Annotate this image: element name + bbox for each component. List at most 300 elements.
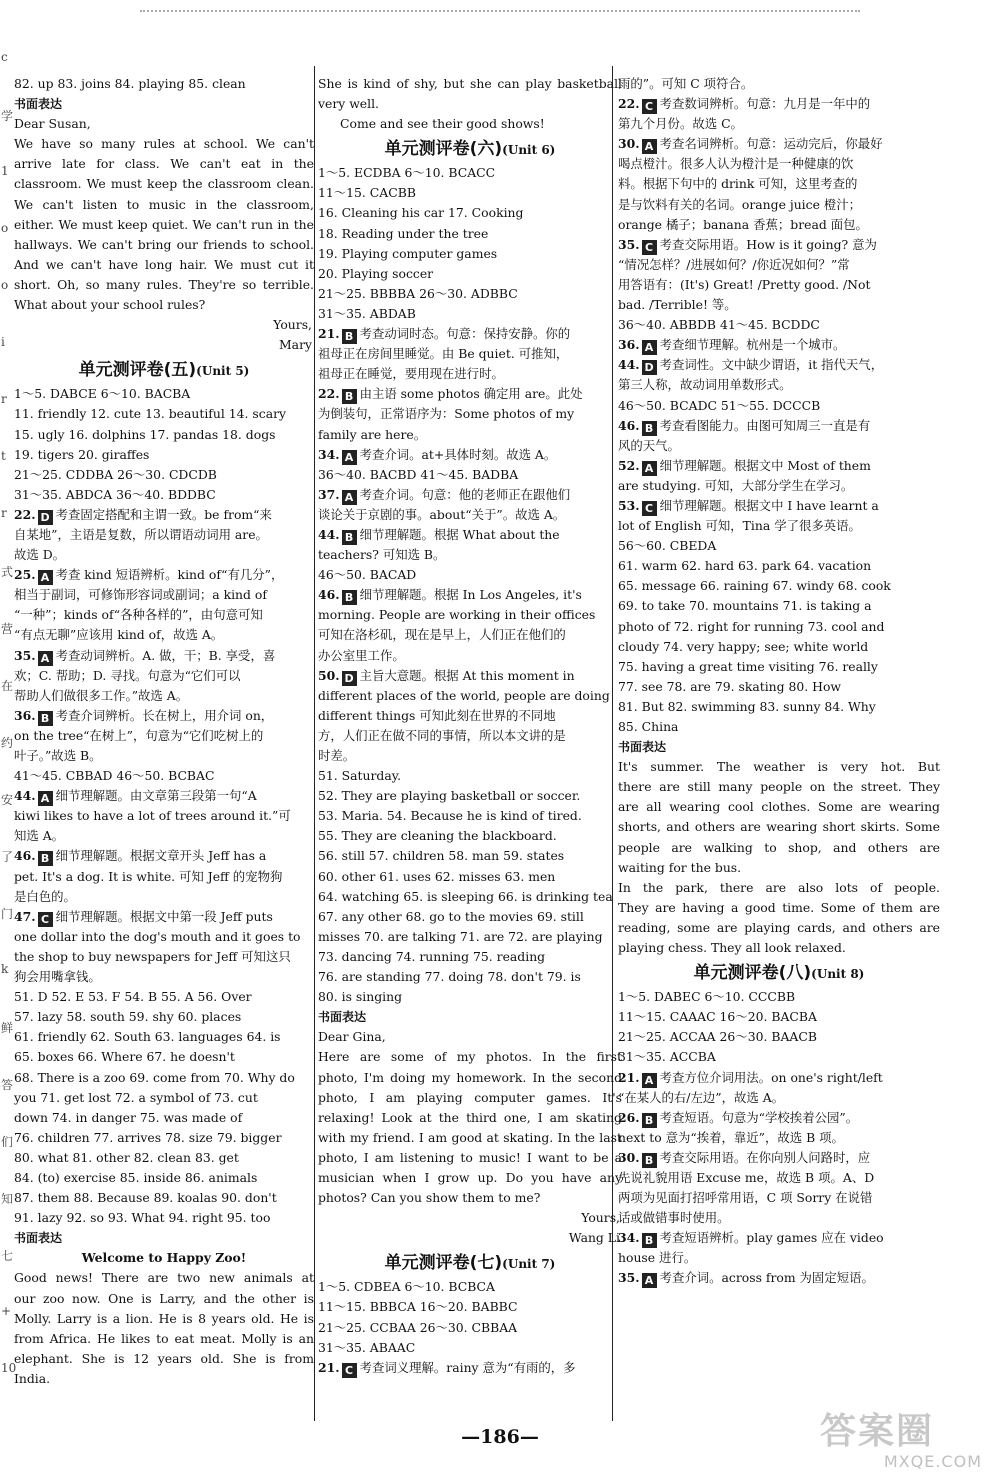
question-number: 35. bbox=[618, 236, 640, 252]
essay-line: arrive late for class. We can't eat in the bbox=[14, 156, 314, 172]
answer-line: 76. children 77. arrives 78. size 79. bigger bbox=[14, 1129, 282, 1145]
answer-line: 67. any other 68. go to the movies 69. still bbox=[318, 908, 584, 924]
essay-line: shorts, and others are wearing short skirts. Some bbox=[618, 819, 940, 835]
margin-fragment: 营 bbox=[1, 622, 14, 636]
question-number: 36. bbox=[618, 337, 640, 353]
essay-line: with my friend. I am good at skating. In the last bbox=[318, 1129, 622, 1145]
explanation-text: 细节理解题。根据文中 I have learnt a bbox=[659, 497, 879, 513]
explanation-line bbox=[618, 1228, 940, 1248]
answer-badge: D bbox=[642, 360, 657, 375]
answer-line: teachers? 可知选 B。 bbox=[318, 547, 446, 563]
explanation-line bbox=[618, 1068, 940, 1088]
explanation-line bbox=[618, 335, 940, 355]
answer-line: 欢；C. 帮助；D. 寻找。句意为“它们可以 bbox=[14, 667, 241, 683]
answer-line: 祖母正在睡觉，要用现在进行时。 bbox=[318, 366, 504, 382]
explanation-line bbox=[618, 235, 940, 255]
essay-line: And we can't have long hair. We must cut it bbox=[14, 256, 314, 272]
answer-line: 11～15. CAAAC 16～20. BACBA bbox=[618, 1009, 817, 1025]
answer-line: 69. to take 70. mountains 71. is taking a bbox=[618, 598, 872, 614]
question-number: 35. bbox=[618, 1270, 640, 1286]
answer-line: 52. They are playing basketball or soccer. bbox=[318, 788, 581, 804]
section-unit-label: (Unit 8) bbox=[811, 967, 865, 982]
question-number: 25. bbox=[14, 567, 36, 583]
explanation-text: 考查名词辨析。句意：运动完后，你最好 bbox=[659, 136, 883, 152]
explanation-line bbox=[14, 786, 314, 806]
answer-line: 办公室里工作。 bbox=[318, 647, 405, 663]
answer-line: 46～50. BACAD bbox=[318, 567, 417, 583]
page-number: —186— bbox=[461, 1426, 539, 1448]
margin-fragment: 答 bbox=[1, 1078, 14, 1092]
answer-badge: B bbox=[342, 329, 357, 344]
top-scan-edge bbox=[140, 0, 860, 12]
question-number: 34. bbox=[618, 1230, 640, 1246]
margin-fragment: o bbox=[1, 278, 9, 292]
margin-fragment: 门 bbox=[1, 907, 14, 921]
section-title bbox=[14, 357, 314, 384]
answer-line: cloudy 74. very happy; see; white world bbox=[618, 638, 869, 654]
explanation-line bbox=[618, 1108, 940, 1128]
explanation-line bbox=[318, 666, 622, 686]
explanation-text: 考查交际用语。在你向别人问路时，应 bbox=[659, 1149, 871, 1165]
answer-line: 65. message 66. raining 67. windy 68. cook bbox=[618, 578, 891, 594]
explanation-text: 细节理解题。根据文中第一段 Jeff puts bbox=[55, 908, 273, 924]
section-unit-label: (Unit 6) bbox=[502, 143, 556, 158]
column-divider bbox=[314, 66, 315, 1421]
answer-line: family are here。 bbox=[318, 426, 427, 442]
essay-line: reading, some are playing cards, and others are bbox=[618, 919, 940, 935]
answer-badge: B bbox=[642, 1153, 657, 1168]
answer-line: 可知在洛杉矶，现在是早上，人们正在他们的 bbox=[318, 627, 566, 643]
explanation-text: 考查方位介词用法。on one's right/left bbox=[659, 1069, 883, 1085]
answer-column-1 bbox=[14, 74, 314, 1386]
answer-line: 用答语有：(It's) Great! /Pretty good. /Not bbox=[618, 276, 871, 292]
essay-line: photo, I am listening to music! I want to be a bbox=[318, 1149, 622, 1165]
answer-line: 祖母正在房间里睡觉。由 Be quiet. 可推知， bbox=[318, 346, 569, 362]
left-margin-fragments bbox=[0, 40, 17, 1430]
answer-line: 36～40. ABBDB 41～45. BCDDC bbox=[618, 317, 820, 333]
answer-line: 两项为见面打招呼常用语，C 项 Sorry 在说错 bbox=[618, 1190, 873, 1206]
answer-line: pet. It's a dog. It is white. 可知 Jeff 的宠物狗 bbox=[14, 868, 283, 884]
essay-line: are all wearing cool clothes. Some are wearing bbox=[618, 799, 940, 815]
answer-line: kiwi likes to have a lot of trees around it.”可 bbox=[14, 808, 291, 824]
explanation-line bbox=[318, 525, 622, 545]
explanation-text: 考查介词。at+具体时刻。故选 A。 bbox=[359, 446, 557, 462]
answer-line: 知选 A。 bbox=[14, 828, 65, 844]
explanation-text: 考查看图能力。由图可知周三一直是有 bbox=[659, 417, 871, 433]
answer-line: 53. Maria. 54. Because he is kind of tired. bbox=[318, 808, 582, 824]
answer-line: 话或做错事时使用。 bbox=[618, 1210, 730, 1226]
answer-line: 36～40. BACBD 41～45. BADBA bbox=[318, 466, 519, 482]
margin-fragment: c bbox=[1, 50, 8, 64]
explanation-text: 考查交际用语。How is it going? 意为 bbox=[659, 236, 877, 252]
answer-line: 第九个月份。故选 C。 bbox=[618, 116, 743, 132]
answer-badge: C bbox=[642, 501, 657, 516]
explanation-text: 主旨大意题。根据 At this moment in bbox=[359, 667, 575, 683]
answer-badge: C bbox=[642, 99, 657, 114]
answer-line: 81. But 82. swimming 83. sunny 84. Why bbox=[618, 698, 876, 714]
answer-line: different things 可知此刻在世界的不同地 bbox=[318, 707, 556, 723]
answer-line: “情况怎样？/进展如何？/你近况如何？”常 bbox=[618, 256, 850, 272]
margin-fragment: 安 bbox=[1, 793, 14, 807]
explanation-line bbox=[618, 134, 940, 154]
answer-line: “有点无聊”应该用 kind of，故选 A。 bbox=[14, 627, 224, 643]
essay-line: It's summer. The weather is very hot. But bbox=[618, 759, 940, 775]
answer-badge: A bbox=[38, 651, 53, 666]
essay-line: people are walking to shop, and others are bbox=[618, 839, 940, 855]
answer-badge: A bbox=[642, 1273, 657, 1288]
explanation-text: 细节理解题。根据 In Los Angeles, it's bbox=[359, 587, 582, 603]
margin-fragment: o bbox=[1, 221, 9, 235]
answer-line: different places of the world, people are doing bbox=[318, 687, 610, 703]
margin-fragment: 学 bbox=[1, 109, 14, 123]
explanation-line bbox=[14, 907, 314, 927]
answer-line: orange 橘子；banana 香蕉；bread 面包。 bbox=[618, 216, 868, 232]
explanation-text: 考查数词辨析。句意：九月是一年中的 bbox=[659, 96, 871, 112]
question-number: 44. bbox=[14, 788, 36, 804]
question-number: 30. bbox=[618, 136, 640, 152]
answer-line: 56～60. CBEDA bbox=[618, 538, 717, 554]
essay-line: classroom. We must keep the classroom clean. bbox=[14, 176, 314, 192]
answer-line: 65. boxes 66. Where 67. he doesn't bbox=[14, 1049, 235, 1065]
answer-line: 帮助人们做很多工作。”故选 A。 bbox=[14, 687, 189, 703]
letter-signoff: Yours, bbox=[273, 317, 312, 333]
margin-fragment: r bbox=[1, 392, 7, 406]
answer-line: 60. other 61. uses 62. misses 63. men bbox=[318, 868, 556, 884]
essay-line: Good news! There are two new animals at bbox=[14, 1270, 314, 1286]
question-number: 22. bbox=[318, 386, 340, 402]
answer-line: 64. watching 65. is sleeping 66. is drinking tea bbox=[318, 888, 613, 904]
answer-line: photo of 72. right for running 73. cool and bbox=[618, 618, 885, 634]
answer-line: bad. /Terrible! 等。 bbox=[618, 297, 737, 313]
answer-line: on the tree“在树上”，句意为“它们吃树上的 bbox=[14, 727, 264, 743]
answer-line: 41～45. CBBAD 46～50. BCBAC bbox=[14, 768, 215, 784]
question-number: 30. bbox=[618, 1149, 640, 1165]
explanation-text: 细节理解题。根据文章开头 Jeff has a bbox=[55, 848, 267, 864]
answer-badge: C bbox=[342, 1363, 357, 1378]
essay-line: our zoo now. One is Larry, and the other is bbox=[14, 1290, 314, 1306]
explanation-line bbox=[618, 94, 940, 114]
essay-line: relaxing! Look at the third one, I am skating bbox=[318, 1109, 622, 1125]
answer-line: 11. friendly 12. cute 13. beautiful 14. scary bbox=[14, 406, 287, 422]
essay-line: from Africa. He likes to eat meat. Molly is an bbox=[14, 1330, 314, 1346]
margin-fragment: 们 bbox=[1, 1135, 14, 1149]
answer-line: morning. People are working in their offices bbox=[318, 607, 596, 623]
answer-badge: B bbox=[342, 590, 357, 605]
answer-line: you 71. get lost 72. a symbol of 73. cut bbox=[14, 1089, 258, 1105]
answer-line: 85. China bbox=[618, 719, 679, 734]
explanation-text: 考查介词。across from 为固定短语。 bbox=[659, 1270, 874, 1286]
answer-line: 80. is singing bbox=[318, 989, 403, 1005]
explanation-text: 考查动词时态。句意：保持安静。你的 bbox=[359, 326, 571, 342]
answer-badge: A bbox=[342, 490, 357, 505]
answer-line: misses 70. are talking 71. are 72. are playing bbox=[318, 928, 603, 944]
essay-line: elephant. She is 12 years old. She is from India. bbox=[14, 1350, 314, 1386]
answer-line: very well. bbox=[318, 96, 379, 112]
answer-column-2 bbox=[318, 74, 622, 1378]
answer-line: 73. dancing 74. running 75. reading bbox=[318, 948, 546, 964]
essay-line: photo, I am playing computer games. It's bbox=[318, 1089, 622, 1105]
section-title-text: 单元测评卷(八) bbox=[693, 963, 812, 984]
answer-line: 46～50. BCADC 51～55. DCCCB bbox=[618, 397, 821, 413]
answer-line: 76. are standing 77. doing 78. don't 79. is bbox=[318, 969, 581, 985]
section-unit-label: (Unit 5) bbox=[196, 364, 250, 379]
margin-fragment: 知 bbox=[1, 1192, 14, 1206]
question-number: 50. bbox=[318, 667, 340, 683]
explanation-line bbox=[14, 565, 314, 585]
essay-line: In the park, there are also lots of people. bbox=[618, 879, 940, 895]
explanation-line bbox=[318, 1358, 622, 1378]
answer-badge: A bbox=[642, 139, 657, 154]
explanation-line bbox=[14, 846, 314, 866]
answer-line: 19. tigers 20. giraffes bbox=[14, 446, 150, 462]
answer-line: waiting for the bus. bbox=[618, 859, 742, 875]
answer-line: down 74. in danger 75. was made of bbox=[14, 1109, 243, 1125]
explanation-line bbox=[318, 445, 622, 465]
answer-line: 82. up 83. joins 84. playing 85. clean bbox=[14, 76, 246, 91]
answer-line: 先说礼貌用语 Excuse me，故选 B 项。A、D bbox=[618, 1169, 875, 1185]
answer-line: house 进行。 bbox=[618, 1250, 697, 1266]
answer-badge: A bbox=[38, 791, 53, 806]
margin-fragment: + bbox=[1, 1304, 12, 1318]
margin-fragment: 式 bbox=[1, 565, 14, 579]
explanation-line bbox=[618, 1268, 940, 1288]
question-number: 47. bbox=[14, 908, 36, 924]
explanation-line bbox=[14, 646, 314, 666]
answer-line: 故选 D。 bbox=[14, 547, 66, 563]
question-number: 21. bbox=[318, 1359, 340, 1375]
essay-line: We have so many rules at school. We can't bbox=[14, 136, 314, 152]
explanation-line bbox=[318, 485, 622, 505]
question-number: 44. bbox=[618, 357, 640, 373]
answer-line: 11～15. CACBB bbox=[318, 185, 416, 201]
question-number: 21. bbox=[618, 1069, 640, 1085]
answer-line: 15. ugly 16. dolphins 17. pandas 18. dogs bbox=[14, 426, 276, 442]
margin-fragment: 了 bbox=[1, 850, 14, 864]
answer-line: 时差。 bbox=[318, 748, 356, 763]
explanation-line bbox=[318, 324, 622, 344]
answer-line: 相当于副词，可修饰形容词或副词；a kind of bbox=[14, 587, 267, 603]
answer-line: 75. having a great time visiting 76. really bbox=[618, 658, 878, 674]
answer-line: 21～25. ACCAA 26～30. BAACB bbox=[618, 1029, 817, 1045]
answer-line: 84. (to) exercise 85. inside 86. animals bbox=[14, 1169, 258, 1185]
explanation-line bbox=[618, 1148, 940, 1168]
explanation-line bbox=[618, 456, 940, 476]
answer-line: 1～5. DABCE 6～10. BACBA bbox=[14, 386, 191, 402]
answer-badge: B bbox=[342, 389, 357, 404]
answer-line: 91. lazy 92. so 93. What 94. right 95. too bbox=[14, 1210, 271, 1226]
explanation-line bbox=[618, 496, 940, 516]
answer-line: 20. Playing soccer bbox=[318, 265, 434, 281]
question-number: 46. bbox=[618, 417, 640, 433]
answer-line: 为倒装句，正常语序为：Some photos of my bbox=[318, 406, 575, 422]
question-number: 26. bbox=[618, 1109, 640, 1125]
question-number: 37. bbox=[318, 486, 340, 502]
essay-line: We can't listen to music in the classroom, bbox=[14, 196, 314, 212]
writing-heading: 书面表达 bbox=[318, 1010, 367, 1025]
watermark-logo-text: 答案圈 bbox=[820, 1411, 935, 1452]
explanation-line bbox=[318, 384, 622, 404]
answer-line: 1～5. CDBEA 6～10. BCBCA bbox=[318, 1279, 495, 1295]
answer-badge: D bbox=[38, 510, 53, 525]
answer-line: 雨的”。可知 C 项符合。 bbox=[618, 76, 754, 91]
answer-line: 51. Saturday. bbox=[318, 768, 402, 784]
answer-line: 77. see 78. are 79. skating 80. How bbox=[618, 678, 842, 694]
explanation-text: 考查动词辨析。A. 做，干；B. 享受，喜 bbox=[55, 647, 276, 663]
watermark-url: MXQE.COM bbox=[883, 1452, 982, 1471]
answer-badge: D bbox=[342, 671, 357, 686]
section-title-text: 单元测评卷(五) bbox=[78, 360, 197, 381]
answer-line: 51. D 52. E 53. F 54. B 55. A 56. Over bbox=[14, 989, 252, 1005]
question-number: 22. bbox=[618, 96, 640, 112]
watermark-logo bbox=[820, 1412, 990, 1474]
answer-line: are studying. 可知，大部分学生在学习。 bbox=[618, 477, 854, 493]
question-number: 35. bbox=[14, 647, 36, 663]
answer-line: 21～25. BBBBA 26～30. ADBBC bbox=[318, 285, 518, 301]
answer-line: 18. Reading under the tree bbox=[318, 225, 489, 241]
answer-line: 68. There is a zoo 69. come from 70. Why do bbox=[14, 1069, 295, 1085]
section-title bbox=[318, 136, 622, 163]
margin-fragment: 鲜 bbox=[1, 1021, 14, 1035]
margin-fragment: 七 bbox=[1, 1249, 14, 1263]
answer-line: What about your school rules? bbox=[14, 297, 206, 313]
explanation-text: 考查短语。句意为“学校挨着公园”。 bbox=[659, 1109, 859, 1125]
answer-badge: A bbox=[642, 1073, 657, 1088]
question-number: 52. bbox=[618, 457, 640, 473]
essay-line: They are having a good time. Some of them are bbox=[618, 899, 940, 915]
answer-line: 56. still 57. children 58. man 59. states bbox=[318, 848, 565, 864]
answer-line: lot of English 可知，Tina 学了很多英语。 bbox=[618, 518, 861, 534]
essay-line: Molly. Larry is a lion. He is 8 years old. He is bbox=[14, 1310, 314, 1326]
explanation-text: 考查词性。文中缺少谓语，it 指代天气， bbox=[659, 357, 884, 373]
answer-line: 是与饮料有关的名词。orange juice 橙汁； bbox=[618, 196, 862, 212]
answer-line: 风的天气。 bbox=[618, 437, 680, 453]
margin-fragment: i bbox=[1, 335, 5, 349]
question-number: 34. bbox=[318, 446, 340, 462]
answer-line: one dollar into the dog's mouth and it goes to bbox=[14, 928, 301, 944]
letter-signoff: Mary bbox=[279, 337, 312, 353]
answer-badge: B bbox=[342, 530, 357, 545]
explanation-line bbox=[14, 706, 314, 726]
answer-line: 料。根据下句中的 drink 可知，这里考查的 bbox=[618, 176, 858, 192]
answer-badge: B bbox=[38, 851, 53, 866]
section-title bbox=[318, 1250, 622, 1277]
essay-line: either. We must keep quiet. We can't run in the bbox=[14, 216, 314, 232]
explanation-text: 由主语 some photos 确定用 are。此处 bbox=[359, 386, 583, 402]
margin-fragment: k bbox=[1, 962, 9, 976]
answer-line: 61. warm 62. hard 63. park 64. vacation bbox=[618, 558, 872, 574]
letter-signoff: Wang Li bbox=[568, 1230, 620, 1246]
writing-heading: 书面表达 bbox=[618, 740, 667, 755]
answer-line: 31～35. ABDCA 36～40. BDDBC bbox=[14, 486, 216, 502]
margin-fragment: r bbox=[1, 506, 7, 520]
answer-line: playing chess. They all look relaxed. bbox=[618, 940, 846, 956]
answer-line: 第三人称，故动词用单数形式。 bbox=[618, 377, 792, 393]
answer-line: Dear Susan, bbox=[14, 116, 91, 132]
section-title-text: 单元测评卷(六) bbox=[384, 139, 503, 160]
answer-badge: A bbox=[642, 340, 657, 355]
answer-line: 21～25. CDDBA 26～30. CDCDB bbox=[14, 466, 217, 482]
essay-line: photo, I'm doing my homework. In the second bbox=[318, 1069, 622, 1085]
question-number: 53. bbox=[618, 497, 640, 513]
answer-badge: A bbox=[38, 570, 53, 585]
answer-line: 1～5. DABEC 6～10. CCCBB bbox=[618, 989, 796, 1005]
explanation-text: 考查固定搭配和主谓一致。be from“来 bbox=[55, 506, 272, 522]
answer-line: 19. Playing computer games bbox=[318, 245, 498, 261]
section-title bbox=[618, 960, 940, 987]
letter-signoff: Yours, bbox=[581, 1210, 620, 1226]
answer-line: 57. lazy 58. south 59. shy 60. places bbox=[14, 1009, 242, 1025]
essay-line: hallways. We can't bring our friends to school. bbox=[14, 236, 314, 252]
answer-line: 16. Cleaning his car 17. Cooking bbox=[318, 205, 524, 221]
section-title-text: 单元测评卷(七) bbox=[384, 1253, 503, 1274]
answer-badge: C bbox=[38, 912, 53, 927]
answer-column-3 bbox=[618, 74, 940, 1289]
margin-fragment: 10 bbox=[1, 1361, 17, 1375]
explanation-text: 考查 kind 短语辨析。kind of“有几分”， bbox=[55, 567, 284, 583]
essay-line: there are still many people on the street. They bbox=[618, 779, 940, 795]
answer-line: the shop to buy newspapers for Jeff 可知这只 bbox=[14, 948, 291, 964]
answer-line: 喝点橙汁。很多人认为橙汁是一种健康的饮 bbox=[618, 156, 854, 172]
answer-badge: A bbox=[342, 450, 357, 465]
answer-line: 自某地”，主语是复数，所以谓语动词用 are。 bbox=[14, 526, 268, 542]
question-number: 46. bbox=[14, 848, 36, 864]
question-number: 36. bbox=[14, 707, 36, 723]
question-number: 21. bbox=[318, 326, 340, 342]
explanation-text: 考查短语辨析。play games 应在 video bbox=[659, 1230, 884, 1246]
answer-line: 31～35. ABDAB bbox=[318, 305, 416, 321]
essay-title: Welcome to Happy Zoo! bbox=[81, 1250, 247, 1266]
question-number: 22. bbox=[14, 506, 36, 522]
answer-line: 87. them 88. Because 89. koalas 90. don't bbox=[14, 1190, 277, 1206]
section-unit-label: (Unit 7) bbox=[502, 1257, 556, 1272]
explanation-text: 考查细节理解。杭州是一个城市。 bbox=[659, 337, 846, 353]
answer-line: 31～35. ACCBA bbox=[618, 1049, 716, 1065]
margin-fragment: 约 bbox=[1, 736, 14, 750]
answer-line: 谈论关于京剧的事。about“关于”。故选 A。 bbox=[318, 506, 566, 522]
answer-line: 61. friendly 62. South 63. languages 64. is bbox=[14, 1029, 281, 1045]
answer-line: 21～25. CCBAA 26～30. CBBAA bbox=[318, 1319, 518, 1335]
answer-line: Dear Gina, bbox=[318, 1029, 386, 1045]
explanation-text: 考查词义理解。rainy 意为“有雨的，多 bbox=[359, 1359, 576, 1375]
margin-fragment: 在 bbox=[1, 679, 14, 693]
writing-heading: 书面表达 bbox=[14, 1231, 63, 1246]
explanation-text: 考查介词。句意：他的老师正在跟他们 bbox=[359, 486, 571, 502]
answer-badge: B bbox=[38, 711, 53, 726]
essay-line: She is kind of shy, but she can play basketball bbox=[318, 76, 622, 91]
answer-line: 11～15. BBBCA 16～20. BABBC bbox=[318, 1299, 518, 1315]
answer-line: next to 意为“挨着，靠近”，故选 B 项。 bbox=[618, 1129, 844, 1145]
answer-badge: A bbox=[642, 461, 657, 476]
answer-badge: B bbox=[642, 421, 657, 436]
explanation-line bbox=[618, 355, 940, 375]
answer-line: photos? Can you show them to me? bbox=[318, 1190, 541, 1206]
answer-badge: B bbox=[642, 1233, 657, 1248]
answer-line: 是白色的。 bbox=[14, 888, 76, 904]
essay-line: musician when I grow up. Do you have any bbox=[318, 1169, 622, 1185]
essay-line: Come and see their good shows! bbox=[340, 116, 545, 132]
essay-line: short. Oh, so many rules. They're so terrible. bbox=[14, 276, 314, 292]
explanation-line bbox=[318, 585, 622, 605]
writing-heading: 书面表达 bbox=[14, 97, 63, 112]
answer-line: “一种”；kinds of“各种各样的”，由句意可知 bbox=[14, 607, 263, 623]
essay-line: Here are some of my photos. In the first bbox=[318, 1049, 622, 1065]
answer-line: 55. They are cleaning the blackboard. bbox=[318, 828, 557, 844]
explanation-line bbox=[14, 505, 314, 525]
margin-fragment: 1 bbox=[1, 164, 9, 178]
answer-line: 叶子。”故选 B。 bbox=[14, 748, 102, 763]
explanation-text: 细节理解题。由文章第三段第一句“A bbox=[55, 788, 257, 804]
answer-line: 31～35. ABAAC bbox=[318, 1339, 416, 1355]
